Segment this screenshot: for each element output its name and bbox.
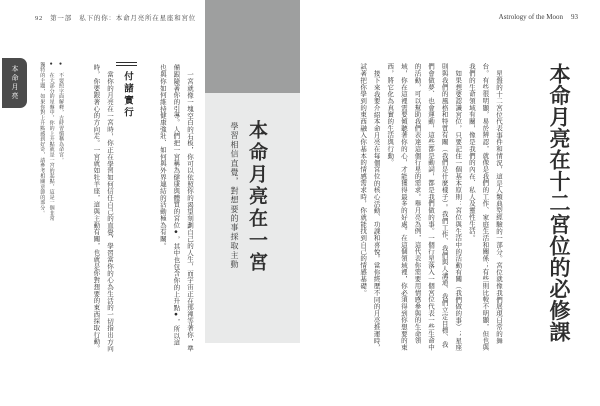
body-paragraph: 接下來我要介紹本命月亮在每個宮位的核心活動、功課和喜悅。當你經歷不同的月亮推運時，試著把你學到的東西融入你基本的情感需求時，你就能找到自己的情感基礎。 xyxy=(359,63,380,351)
section-heading-group xyxy=(230,120,266,274)
section-title: 本命月亮在一宮 xyxy=(246,120,267,274)
right-running-head xyxy=(499,13,578,21)
chapter-title: 本命月亮在十二宮位的必修課 xyxy=(547,63,571,343)
left-body-paragraph-block xyxy=(84,64,116,352)
left-running-head xyxy=(35,13,196,22)
section-title-band xyxy=(205,0,300,343)
body-paragraph: 如果想要認識宮位，只要記住一個基本原則：宮位與生活中的活動有關（我們做的事）；星座則與我們的風格和特質有關（我們是什麼樣子）。我們工作、我們與人溝通、我們立定目標、我們會做夢、也會運動，這些都是動詞，都是我們做的事。一個行星落入一個宮位代表一些生命中的活動，可以幫助我們表達這個行星的需求。舉月亮為例，這代表你需要用情感參與的生命領域，你在這裡需要傾聽著你的心，才能獲得最多的好處。在這個領域裡，你必須得到你想要的東西，將它化為真實的生活與行動。 xyxy=(386,63,462,351)
section-band-light-block xyxy=(205,93,300,343)
section-subtitle: 學習相信直覺，對想要的事採取主動 xyxy=(230,122,239,270)
right-page-number: 93 xyxy=(571,13,578,21)
footnote-item: ● 不要照字面解釋，古時習慣稱為命宮。 xyxy=(58,62,63,163)
footnote-item: ● 在大部分的星盤中，你的上升點就是一宮的起點，這是一個非常獨特的主題，如果你對上升點感到好奇，請參考相關章節的部分。 xyxy=(39,62,54,221)
chapter-tab-label: 本命月亮 xyxy=(11,65,18,101)
chapter-tab xyxy=(2,58,27,108)
intro-paragraph: 一宮就像一塊空白的石板，你可以依照你的渴望刻劃自己的人生，而宇宙正在那裡等著你，準備跟隨著你的引導。人們把一宮稱為健康與體質的宮位●，其中也包含你的上升點●，所以這也與你如何維持健康強壯、如何與外界連結的活動極為有關。 xyxy=(158,64,193,352)
body-paragraph: 星盤的十二宮位代表事件和情況，這是人類典型經驗的一部分。宮位就像我們展現日常的舞台。有些很明顯，易於辨認，就像是我們的工作、家庭生活和關係；有些則比較不明顯，但也與我們的生命領域有關，像是我們的內在、私人及靈性生活。 xyxy=(467,63,502,351)
footnotes-block xyxy=(36,62,65,222)
practice-heading: 付諸實行 xyxy=(122,71,132,119)
left-intro-paragraph-block xyxy=(150,64,196,352)
right-page-main-block xyxy=(345,63,573,354)
practice-heading-block xyxy=(116,62,138,119)
right-running-head-text: Astrology of the Moon xyxy=(498,13,563,21)
practice-paragraph: 當你的月亮在一宮時，你正在學習如何信任自己的直覺，學習當你的心為生活的一切指出方向時，你要跟著心的方向走。一宮就如牡羊座，這與主動有關，也就是你對想要的東西採取行動。 xyxy=(92,64,113,352)
left-page-number: 92 xyxy=(35,15,44,22)
double-rule xyxy=(116,62,137,66)
section-band-dark-block xyxy=(205,0,300,93)
left-running-head-text: 第一部 私下的你：本命月亮所在星座和宮位 xyxy=(50,15,197,22)
